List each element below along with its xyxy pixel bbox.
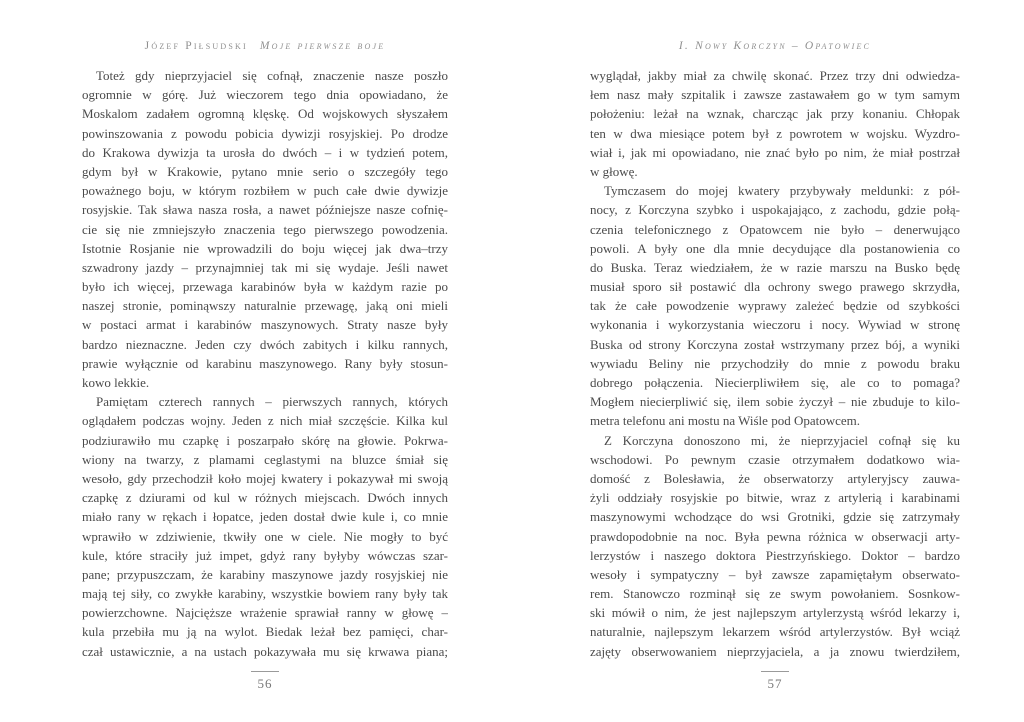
text-line: Buska od strony Korczyna został wstrzymany przez bój, a wyniki [590,336,960,352]
left-page-text [82,66,448,661]
text-line: do Krakowa dywizja ta urosła do dwóch – i w tydzień potem, [82,144,448,160]
folio-rule [761,671,789,672]
text-line: położeniu: leżał na wznak, charcząc jak przy konaniu. Chłopak [590,106,960,122]
text-line: zajęty obserwowaniem nieprzyjaciela, a ja znowu twierdziłem, [590,643,960,659]
text-line: wyglądał, jakby miał za chwilę skonać. Przez trzy dni odwiedza- [590,68,960,83]
text-line: mają tej siły, co zwykłe karabiny, wszystkie bowiem rany były tak [82,586,448,602]
text-line: wschodowi. Po pewnym czasie otrzymałem dodatkowo wia- [590,451,960,467]
text-line: czenia telefonicznego z Opatowcem nie było – denerwująco [590,221,960,237]
left-running-header [82,40,448,52]
text-line: nocy, z Korczyna szybko i uspokajająco, z zachodu, gdzie połą- [590,202,960,218]
text-line: Z Korczyna donoszono mi, że nieprzyjaciel cofnął się ku [604,432,960,448]
text-line: kule, które straciły już impet, gdyż rany byłyby wówczas szar- [82,547,448,563]
text-line: bardzo nieznaczne. Jeden czy dwóch zabitych i kilku rannych, [82,336,448,352]
text-line: cie się nie zmniejszyło znaczenia tego pierwszego powodzenia. [82,221,448,237]
text-line: wiał i, jak mi opowiadano, nie znać było po nim, że miał postrzał [590,144,960,160]
text-line: rem. Stanowczo rozminął się ze swym powołaniem. Sosnkow- [590,586,960,602]
text-line: powinszowania z powodu pobicia dywizji rosyjskiej. Po drodze [82,125,448,141]
text-line: w głowę. [590,163,638,179]
text-line: miało rany w rękach i łopatce, jeden dostał dwie kule i, co mnie [82,509,448,525]
text-line: prawdopodobnie na noc. Była pewna różnica w obserwacji arty- [590,528,960,544]
right-running-header [590,40,960,52]
text-line: Moskalom zadałem ogromną klęskę. Od wojskowych słyszałem [82,106,448,122]
text-line: Mogłem niecierpliwić się, ilem sobie życzył – nie zbuduje to kilo- [590,394,960,410]
text-line: oglądałem podczas wojny. Jeden z nich miał szczęście. Kilka kul [82,413,448,429]
folio-rule [251,671,279,672]
text-line: domość z Bolesławia, że obserwatorzy artyleryjscy zauwa- [590,470,960,486]
text-line: maszynowymi wchodzące do wsi Grotniki, gdzie się zatrzymały [590,509,960,525]
text-line: wesoło, gdy przechodził koło mojej kwatery i pokazywał mi swoją [82,470,448,486]
chapter-title: I. Nowy Korczyn – Opatowiec [678,40,872,52]
text-line: pane; przypuszczam, że karabiny maszynowe jazdy rosyjskiej nie [82,566,448,582]
text-line: lerzystów i naszego doktora Piestrzyńskiego. Doktor – bardzo [590,547,960,563]
text-line: było ich więcej, przewaga karabinów była w każdym razie po [82,279,448,295]
text-line: naszej stronie, pominąwszy naturalnie przewagę, jaką oni mieli [82,298,448,314]
text-line: powoli. A były one dla mnie decydujące dla postanowienia co [590,240,960,256]
text-line: podziurawiło mu czapkę i poszarpało skórę na głowie. Pokrwa- [82,432,448,448]
text-line: prawie wyłącznie od karabinu maszynowego. Rany były stosun- [82,355,448,371]
text-line: musiał sporo sił postawić dla ochrony swego prawego skrzydła, [590,279,960,295]
text-line: Istotnie Rosjanie nie wprowadzili do boju więcej jak dwa–trzy [82,240,448,256]
book-title: Moje pierwsze boje [259,40,386,52]
text-line: wesoły i sympatyczny – był zawsze zapamiętałym obserwato- [590,566,960,582]
text-line: ogromnie w górę. Już wieczorem tego dnia opowiadano, że [82,87,448,103]
text-line: naturalnie, najlepszym lekarzem wśród artylerzystów. Był wciąż [590,624,960,640]
text-line: kula przebiła mu ją na wylot. Biedak leżał bez pamięci, char- [82,624,448,640]
text-line: ten w dwa miesiące potem był z powrotem w wojsku. Wyzdro- [590,125,960,141]
text-line: dobrego połączenia. Niecierpliwiłem się, ale co to pomaga? [590,375,960,390]
text-line: wywiadu Beliny nie przychodziły do mnie z powodu braku [590,355,960,371]
right-page-folio [590,671,960,692]
text-line: poważnego boju, w którym rozbiłem w puch całe dwie dywizje [82,183,448,199]
text-line: szwadrony jazdy – przynajmniej tak mi się wydaje. Jeśli nawet [82,259,448,275]
text-line: w postaci armat i karabinów maszynowych. Straty nasze były [82,317,448,333]
text-line: czapkę z dziurami od kul w różnych miejscach. Dwóch innych [82,490,448,506]
right-page-text [590,66,960,661]
left-page-folio [82,671,448,692]
text-line: wiony na twarzy, z plamami ceglastymi na bluzce śmiał się [82,451,448,467]
text-line: czał ustawicznie, a na ustach pokazywała mu się krwawa piana; [82,643,448,659]
text-line: Pamiętam czterech rannych – pierwszych rannych, których [96,394,448,410]
text-line: żyli oddziały rosyjskie po bitwie, wraz z artylerią i karabinami [590,490,960,506]
text-line: Toteż gdy nieprzyjaciel się cofnął, znaczenie nasze poszło [96,68,448,83]
text-line: gdym był w Krakowie, pytano mnie serio o szczegóły tego [82,163,448,179]
right-page-number: 57 [767,676,783,691]
text-line: rosyjskie. Tak sława nasza rosła, a nawet późniejsze nasze cofnię- [82,202,448,218]
text-line: kowo lekkie. [82,375,150,390]
text-line: powierzchowne. Najcięższe wrażenie sprawiał ranny w głowę – [82,605,448,621]
text-line: wykonania i wykorzystania wieczoru i nocy. Wywiad w stronę [590,317,960,333]
text-line: wprawiło w zdziwienie, tkwiły one w ciele. Nie mogły to być [82,528,448,544]
text-line: ski mówił o nim, że jest najlepszym artylerzystą wśród lekarzy i, [590,605,960,621]
text-line: tak że całe powodzenie wyprawy zależeć będzie od szybkości [590,298,960,314]
author-name: Józef Piłsudski [144,40,248,52]
text-line: łem nasz mały szpitalik i zawsze zastawałem go w tym samym [590,87,960,103]
left-page-number: 56 [257,676,273,691]
text-line: do Buska. Teraz wiedziałem, że w razie marszu na Busko będę [590,259,960,275]
text-line: metra telefonu ani mostu na Wiśle pod Opatowcem. [590,413,860,429]
text-line: Tymczasem do mojej kwatery przybywały meldunki: z pół- [604,183,960,199]
